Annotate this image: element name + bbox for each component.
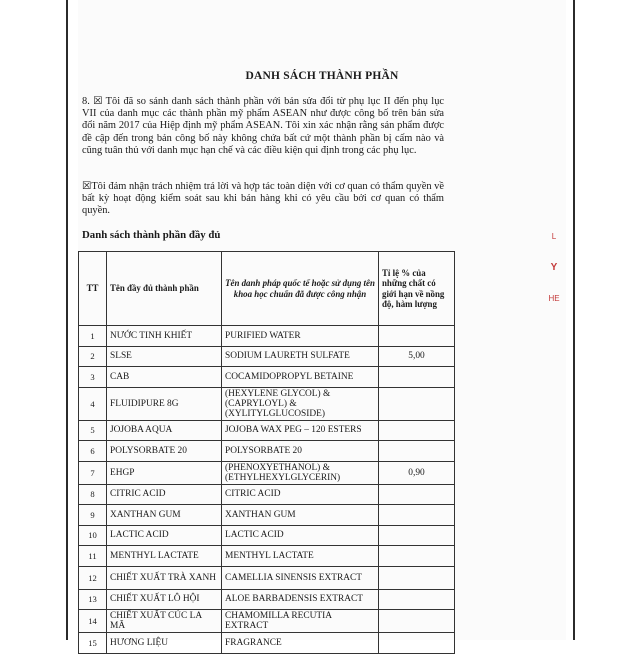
ingredient-name: MENTHYL LACTATE — [107, 546, 222, 567]
ratio-value — [379, 420, 455, 441]
row-number: 7 — [79, 461, 107, 484]
ratio-value — [379, 441, 455, 462]
ratio-value — [379, 525, 455, 546]
table-row — [79, 610, 455, 633]
table-row — [79, 367, 455, 388]
margin-stamp-mark: Y — [550, 262, 558, 273]
row-number: 2 — [79, 346, 107, 367]
row-number: 11 — [79, 546, 107, 567]
row-number: 5 — [79, 420, 107, 441]
ingredient-name: EHGP — [107, 461, 222, 484]
responsibility-paragraph: ☒Tôi đảm nhận trách nhiệm trả lời và hợp tác toàn diện với cơ quan có thẩm quyền về bất kỳ hoạt động kiểm soát sau khi bán hàng khi có yêu cầu bởi cơ quan có thẩm quyền. — [82, 181, 444, 217]
declaration-paragraph: 8. ☒ Tôi đã so sánh danh sách thành phần với bản sửa đổi từ phụ lục II đến phụ lục VII của danh mục các thành phần mỹ phẩm ASEAN như được công bố trên bản sửa đổi năm 2017 của Hiệp định mỹ phẩm ASEAN. Tôi xin xác nhận rằng sản phẩm được đề cập đến trong bản công bố này không chứa bất cứ một thành phần bị cấm nào và cũng tuân thủ với danh mục hạn chế và các điều kiện qui định trong các phụ lục. — [82, 96, 444, 156]
inci-name: MENTHYL LACTATE — [222, 546, 379, 567]
inci-name: (PHENOXYETHANOL) & (ETHYLHEXYLGLYCERIN) — [222, 461, 379, 484]
header-inci-name: Tên danh pháp quốc tế hoặc sử dụng tên khoa học chuẩn đã được công nhận — [222, 252, 379, 326]
ratio-value — [379, 546, 455, 567]
table-row — [79, 387, 455, 420]
left-frame-border — [66, 0, 68, 640]
table-row — [79, 505, 455, 526]
table-row — [79, 441, 455, 462]
row-number: 10 — [79, 525, 107, 546]
margin-stamp-mark: HE — [548, 294, 560, 303]
table-row — [79, 633, 455, 654]
document-title: DANH SÁCH THÀNH PHẦN — [245, 70, 399, 82]
row-number: 1 — [79, 326, 107, 347]
ingredient-name: CHIẾT XUẤT CÚC LA MÃ — [107, 610, 222, 633]
row-number: 6 — [79, 441, 107, 462]
row-number: 13 — [79, 589, 107, 610]
inci-name: LACTIC ACID — [222, 525, 379, 546]
ingredient-name: CITRIC ACID — [107, 484, 222, 505]
ratio-value — [379, 367, 455, 388]
ratio-value: 0,90 — [379, 461, 455, 484]
row-number: 8 — [79, 484, 107, 505]
ingredient-name: HƯƠNG LIỆU — [107, 633, 222, 654]
table-row — [79, 566, 455, 589]
ingredient-name: LACTIC ACID — [107, 525, 222, 546]
row-number: 14 — [79, 610, 107, 633]
ingredient-name: CHIẾT XUẤT TRÀ XANH — [107, 566, 222, 589]
table-row — [79, 420, 455, 441]
inci-name: COCAMIDOPROPYL BETAINE — [222, 367, 379, 388]
ratio-value — [379, 566, 455, 589]
ratio-value — [379, 589, 455, 610]
ratio-value — [379, 387, 455, 420]
header-no: TT — [79, 252, 107, 326]
table-header-row — [79, 252, 455, 326]
inci-name: CAMELLIA SINENSIS EXTRACT — [222, 566, 379, 589]
row-number: 15 — [79, 633, 107, 654]
ingredient-name: NƯỚC TINH KHIẾT — [107, 326, 222, 347]
inci-name: (HEXYLENE GLYCOL) & (CAPRYLOYL) & (XYLITYLGLUCOSIDE) — [222, 387, 379, 420]
ratio-value — [379, 610, 455, 633]
ratio-value — [379, 633, 455, 654]
ingredients-table — [78, 251, 455, 654]
table-row — [79, 484, 455, 505]
inci-name: ALOE BARBADENSIS EXTRACT — [222, 589, 379, 610]
row-number: 4 — [79, 387, 107, 420]
table-row — [79, 525, 455, 546]
ingredients-subtitle: Danh sách thành phần đầy đủ — [82, 229, 221, 241]
inci-name: CITRIC ACID — [222, 484, 379, 505]
header-full-name: Tên đầy đủ thành phần — [107, 252, 222, 326]
ratio-value — [379, 326, 455, 347]
table-row — [79, 326, 455, 347]
ingredient-name: JOJOBA AQUA — [107, 420, 222, 441]
table-row — [79, 589, 455, 610]
header-ratio: Tỉ lệ % của những chất có giới hạn về nồng độ, hàm lượng — [379, 252, 455, 326]
table-row — [79, 346, 455, 367]
ingredient-name: POLYSORBATE 20 — [107, 441, 222, 462]
table-row — [79, 546, 455, 567]
inci-name: XANTHAN GUM — [222, 505, 379, 526]
row-number: 3 — [79, 367, 107, 388]
inci-name: JOJOBA WAX PEG – 120 ESTERS — [222, 420, 379, 441]
row-number: 9 — [79, 505, 107, 526]
ingredient-name: XANTHAN GUM — [107, 505, 222, 526]
ingredient-name: FLUIDIPURE 8G — [107, 387, 222, 420]
margin-stamp-mark: L — [551, 232, 557, 241]
ingredient-name: CAB — [107, 367, 222, 388]
inci-name: PURIFIED WATER — [222, 326, 379, 347]
ratio-value — [379, 505, 455, 526]
table-row — [79, 461, 455, 484]
inci-name: FRAGRANCE — [222, 633, 379, 654]
row-number: 12 — [79, 566, 107, 589]
inci-name: CHAMOMILLA RECUTIA EXTRACT — [222, 610, 379, 633]
right-frame-border — [573, 0, 575, 640]
ratio-value — [379, 484, 455, 505]
ingredient-name: CHIẾT XUẤT LÔ HỘI — [107, 589, 222, 610]
inci-name: POLYSORBATE 20 — [222, 441, 379, 462]
inci-name: SODIUM LAURETH SULFATE — [222, 346, 379, 367]
ingredient-name: SLSE — [107, 346, 222, 367]
ratio-value: 5,00 — [379, 346, 455, 367]
